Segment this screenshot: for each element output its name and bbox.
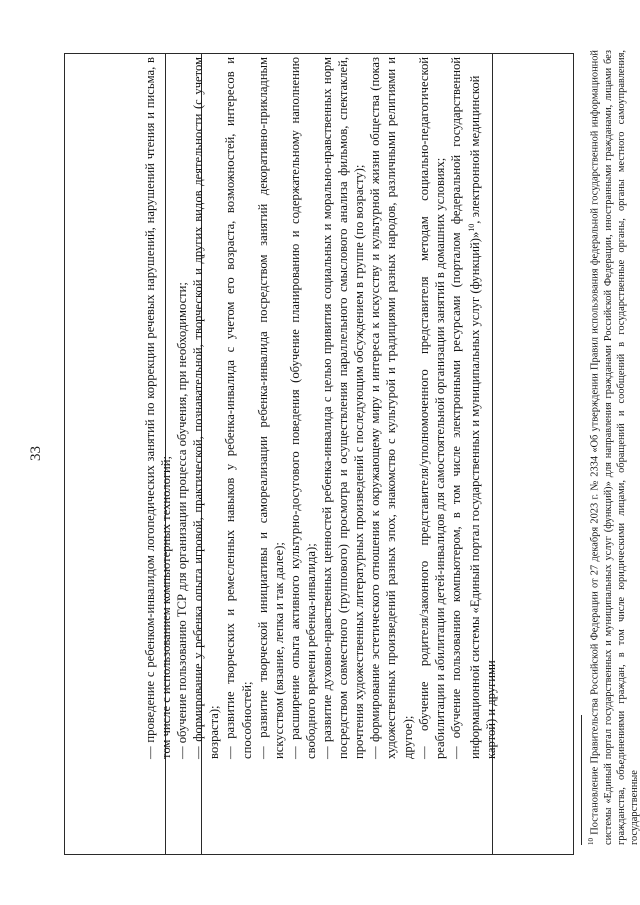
footnote [585, 50, 640, 845]
footnote-reference: 10 [466, 223, 476, 232]
list-item-text-tail: , электронной медицинской [468, 75, 483, 224]
list-item: — расширение опыта активного культурно-досугового поведения (обучение планированию и содержательному наполнению свободного времени ребенка-инвалида); [287, 57, 318, 759]
list-item-text: — обучение пользованию компьютером, в том числе электронными ресурсами (порталом федеральной государственной информационной системы «Единый портал государственных и муниципальных услуг (функций)» [448, 57, 483, 759]
list-item: — развитие творческой инициативы и самореализации ребенка-инвалида посредством занятий декоративно-прикладным искусством (вязание, лепка и так далее); [255, 57, 286, 759]
page-number: 33 [28, 446, 44, 461]
list-item: картой) и другими [484, 660, 499, 759]
list-item: — развитие творческих и ремесленных навыков у ребенка-инвалида с учетом его возраста, возможностей, интересов и способностей; [223, 57, 254, 759]
list-item: — проведение с ребенком-инвалидом логопедических занятий по коррекции речевых нарушений, нарушений чтения и письма, в том числе с использованием компьютерных технологий; [143, 57, 174, 759]
table-cell-content [142, 57, 499, 759]
list-item [448, 57, 483, 759]
list-item: — развитие духовно-нравственных ценностей ребенка-инвалида с целью привития социальных и морально-нравственных норм посредством совместного (группового) просмотра и осуществления параллельного смыслового анализа фильмов, спектаклей, прочтения художественных литературных произведений с последующим обсуждением в группе (по возрасту); [320, 57, 367, 759]
footnote-text: Постановление Правительства Российской Федерации от 27 декабря 2023 г. № 2334 «Об утверждении Правил использования федеральной государственной информационной системы «Единый портал государственных и муниципальных услуг (функций)» для направления гражданами Российской Федерации, иностранными гражданами, лицами без гражданства, объединениями граждан, в том числе юридическими лицами, обращений и сообщений в государственные органы, органы местного самоуправления, государственные [589, 50, 640, 845]
footnote-marker: 10 [587, 838, 595, 845]
list-item: — обучение родителя/законного представителя/уполномоченного представителя методам социально-педагогической реабилитации и абилитации детей-инвалидов для самостоятельной организации занятий в домашних условиях; [416, 57, 447, 759]
list-item: — обучение пользованию ТСР для организации процесса обучения, при необходимости; [175, 282, 190, 759]
list-item: — формирование эстетического отношения к окружающему миру и интереса к искусству и культурной жизни общества (показ художественных произведений разных эпох, знакомство с культурой и традициями разных народов, различными религиями и другое); [368, 57, 415, 759]
footnote-divider [581, 715, 582, 845]
list-item: — формирование у ребенка опыта игровой, практической, познавательной, творческой и других видов деятельности (с учетом возраста); [191, 57, 222, 759]
